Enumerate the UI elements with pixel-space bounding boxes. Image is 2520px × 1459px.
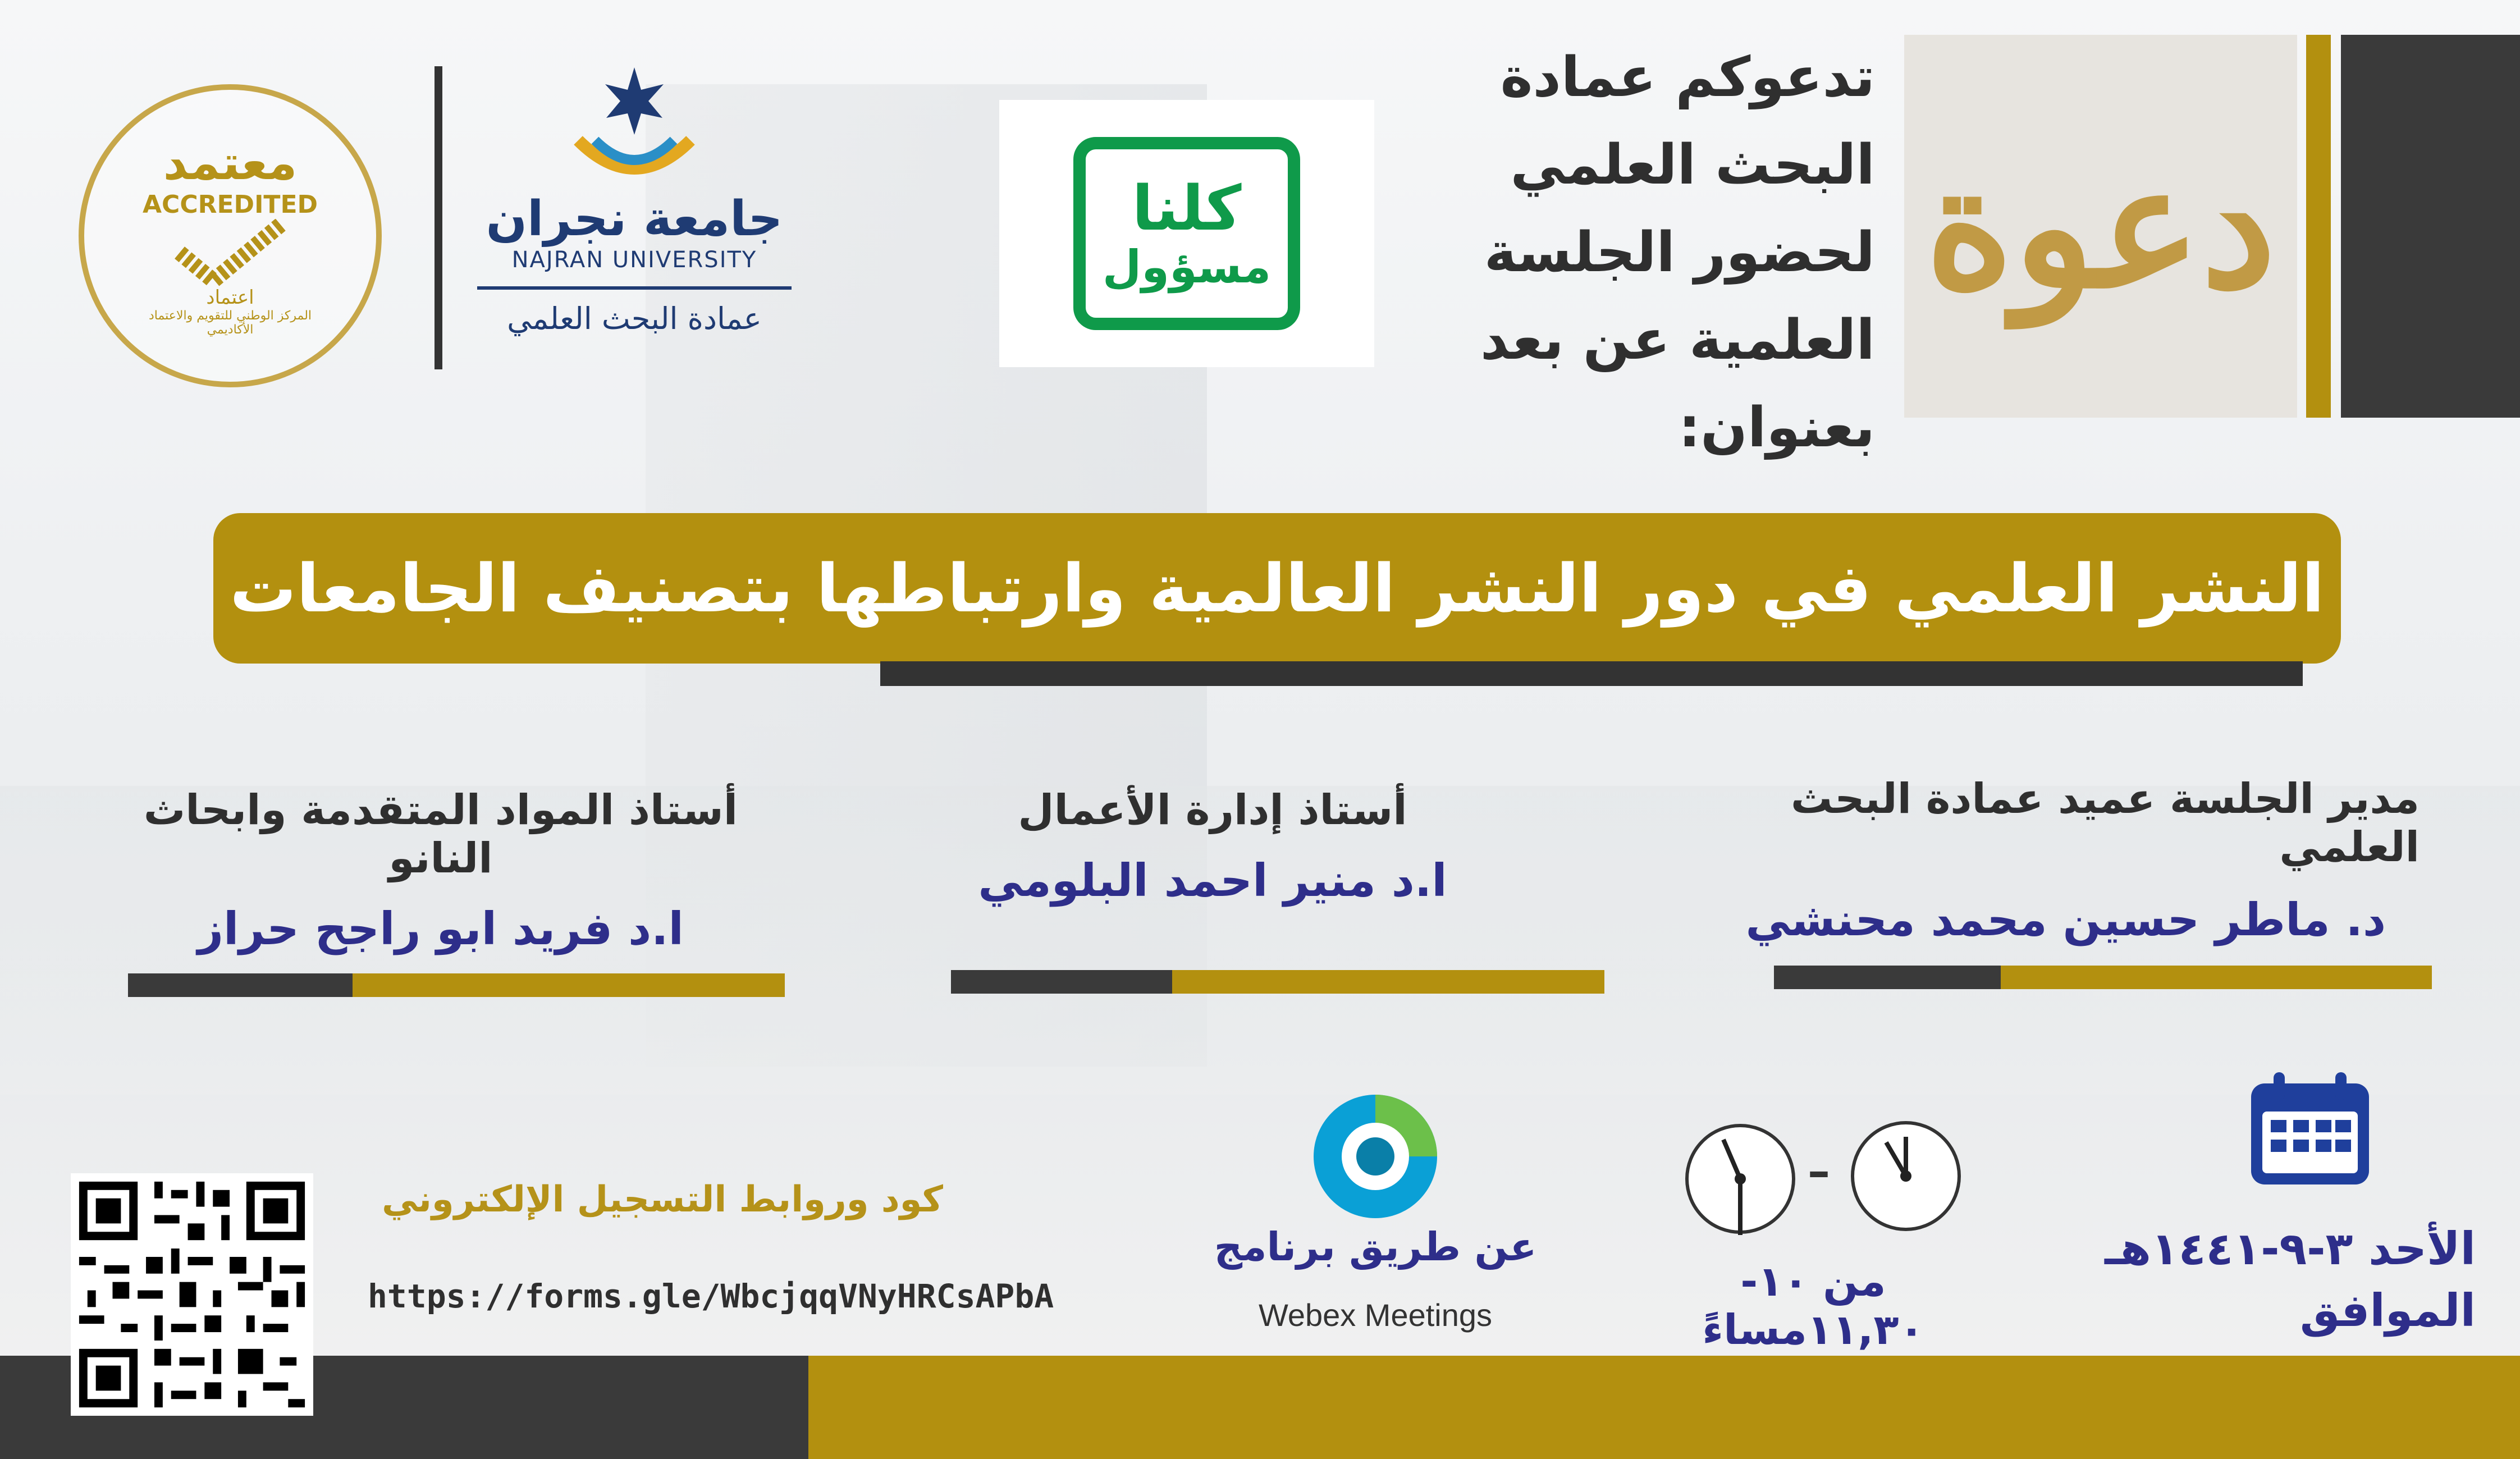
invitation-word: دعوة <box>1925 127 2276 326</box>
speaker-1 <box>1673 775 2420 946</box>
invite-line: تدعوكم عمادة <box>1500 45 1875 109</box>
speaker-name: د. ماطر حسين محمد محنشي <box>1745 894 2386 946</box>
time-dash: – <box>1808 1145 1830 1197</box>
university-name-en: NAJRAN UNIVERSITY <box>511 247 757 273</box>
speaker-role: مدير الجلسة عميد عمادة البحث العلمي <box>1790 775 2420 871</box>
speaker-2-bar-gold <box>1172 970 1604 994</box>
platform-via: عن طريق برنامج <box>1214 1224 1537 1270</box>
date-line1: الأحد ٣-٩-١٤٤١هـ <box>2105 1223 2476 1275</box>
university-deanship: عمادة البحث العلمي <box>507 301 762 336</box>
clock-start-icon <box>1847 1117 1965 1235</box>
corner-dark-bar <box>2341 35 2520 418</box>
speaker-2 <box>954 786 1471 907</box>
accreditation-seal <box>79 84 382 387</box>
university-name-ar: جامعة نجران <box>486 191 783 247</box>
speaker-3 <box>90 786 792 955</box>
session-title: النشر العلمي في دور النشر العالمية وارتباطها بتصنيف الجامعات <box>230 550 2325 627</box>
clock-end-icon <box>1681 1120 1799 1243</box>
date-line2: الموافق <box>2299 1284 2476 1337</box>
invite-text <box>1471 34 1875 472</box>
speaker-role: أستاذ المواد المتقدمة وابحاث النانو <box>143 786 738 882</box>
speaker-3-bar-gold <box>353 973 785 997</box>
accreditation-center: المركز الوطني للتقويم والاعتماد الأكاديمي <box>148 308 312 337</box>
logo-separator <box>435 66 442 369</box>
accreditation-title-en: ACCREDITED <box>142 190 318 219</box>
corner-gold-line <box>2306 35 2331 418</box>
speaker-1-bar-dark <box>1774 966 2001 989</box>
webex-logo-icon <box>1308 1089 1443 1224</box>
qr-code-icon <box>71 1173 313 1416</box>
campaign-logo <box>999 100 1374 367</box>
registration-link[interactable]: https://forms.gle/WbcjqqVNyHRCsAPbA <box>368 1277 1054 1315</box>
speaker-2-bar-dark <box>951 970 1172 994</box>
speaker-name: ا.د فريد ابو راجح حراز <box>198 903 684 955</box>
invite-line: العلمية عن بعد <box>1480 308 1875 372</box>
speaker-name: ا.د منير احمد البلومي <box>978 854 1447 907</box>
accreditation-small: اعتماد <box>206 286 254 309</box>
invitation-box <box>1904 35 2297 418</box>
speaker-role: أستاذ إدارة الأعمال <box>1018 786 1407 834</box>
campaign-line2: مسؤول <box>1102 241 1272 293</box>
title-underline <box>880 661 2303 686</box>
platform-name: Webex Meetings <box>1258 1297 1493 1333</box>
registration-label: كود وروابط التسجيل الإلكتروني <box>382 1179 943 1220</box>
university-divider <box>477 286 792 290</box>
speaker-3-bar-dark <box>128 973 353 997</box>
time-text: من ١٠- ١١,٣٠مساءً <box>1702 1257 1924 1354</box>
accreditation-seal-icon <box>168 219 292 286</box>
star-crown-logo-icon <box>567 62 702 196</box>
title-banner <box>213 513 2341 664</box>
invite-line: البحث العلمي <box>1510 133 1875 197</box>
campaign-line1: كلنا <box>1132 172 1242 244</box>
university-logo <box>472 62 797 365</box>
speaker-1-bar-gold <box>2001 966 2432 989</box>
accreditation-title-ar: معتمد <box>163 135 298 190</box>
calendar-icon <box>2245 1067 2375 1190</box>
footer-gold-bar <box>808 1356 2520 1459</box>
invite-line: بعنوان: <box>1679 396 1875 460</box>
qr-code[interactable] <box>71 1173 313 1416</box>
invite-line: لحضور الجلسة <box>1484 221 1875 285</box>
